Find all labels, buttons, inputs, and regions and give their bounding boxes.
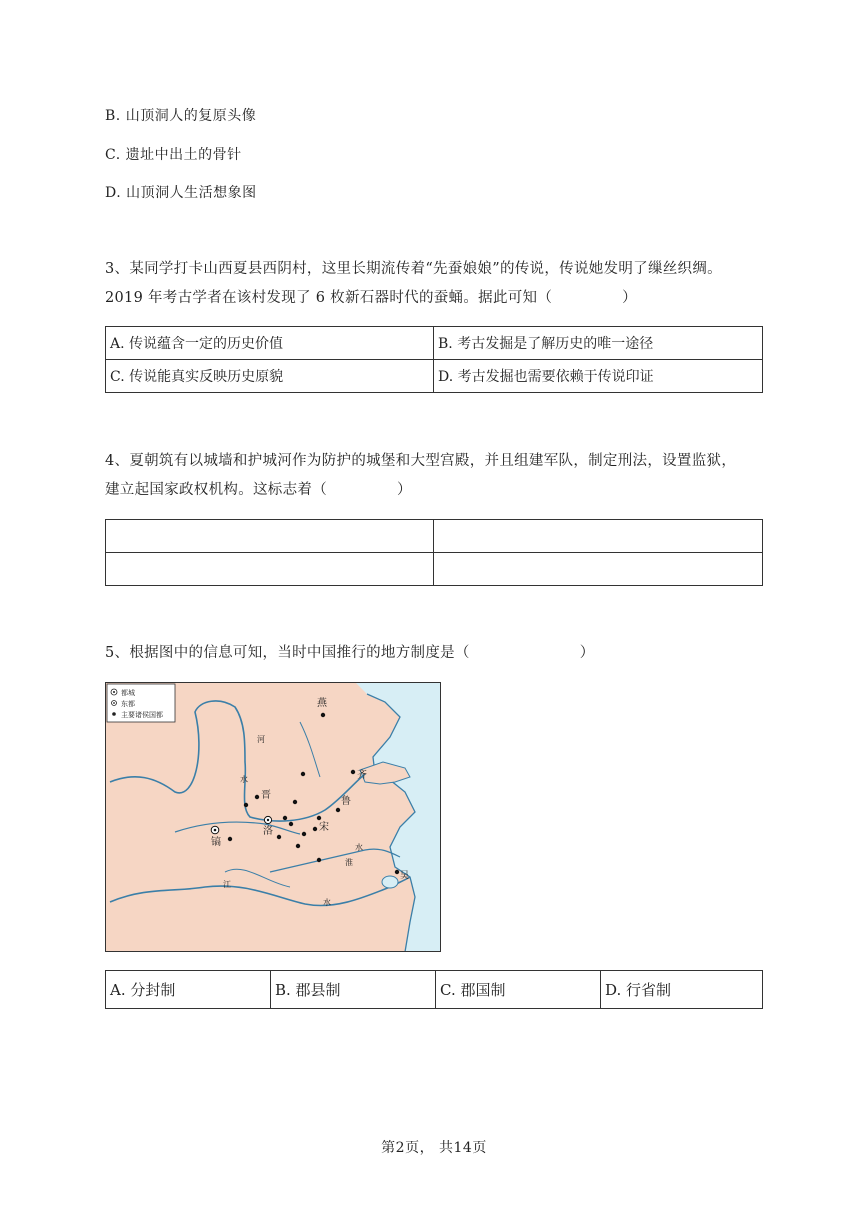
q4-stem-line2-text: 建立起国家政权机构。这标志着（ — [105, 482, 327, 498]
q3-option-a[interactable]: A. 传说蕴含一定的历史价值 — [106, 327, 434, 360]
q5-close-paren: ） — [579, 645, 595, 661]
lake — [382, 876, 398, 888]
label-jin: 晋 — [261, 790, 271, 801]
vassal-dot — [302, 832, 306, 836]
q4-stem — [105, 447, 765, 505]
q5-option-a[interactable]: A. 分封制 — [106, 971, 271, 1009]
western-zhou-map — [105, 682, 441, 952]
q3-options-table — [105, 326, 763, 393]
q4-option-b-empty[interactable] — [434, 520, 763, 553]
vassal-dot — [313, 827, 317, 831]
q4-option-a-empty[interactable] — [106, 520, 434, 553]
q2-option-b: B. 山顶洞人的复原头像 — [105, 108, 257, 124]
label-song: 宋 — [319, 822, 329, 833]
label-hao: 镐 — [211, 837, 221, 848]
luo-capital-icon-dot — [267, 819, 269, 821]
legend-capital-label: 都城 — [121, 689, 135, 697]
legend-eastern-capital-icon-dot — [113, 702, 115, 704]
vassal-dot — [395, 870, 399, 874]
q2-option-c: C. 遗址中出土的骨针 — [105, 147, 242, 163]
vassal-dot — [293, 800, 297, 804]
label-shui-1: 水 — [240, 775, 248, 784]
vassal-dot — [289, 822, 293, 826]
legend-vassal-label: 主要诸侯国都 — [121, 711, 163, 719]
q5-option-c[interactable]: C. 郡国制 — [436, 971, 601, 1009]
vassal-dot — [277, 835, 281, 839]
label-luo: 洛 — [263, 826, 273, 837]
vassal-dot — [317, 816, 321, 820]
q5-option-d[interactable]: D. 行省制 — [601, 971, 763, 1009]
vassal-dot — [228, 837, 232, 841]
q4-close-paren: ） — [397, 482, 412, 498]
label-shui-3: 水 — [323, 898, 331, 907]
q4-option-d-empty[interactable] — [434, 553, 763, 586]
q5-option-b[interactable]: B. 郡县制 — [271, 971, 436, 1009]
vassal-dot — [336, 808, 340, 812]
label-lu: 鲁 — [341, 796, 351, 807]
legend-capital-icon-dot — [113, 691, 115, 693]
q5-stem-line1 — [105, 639, 765, 668]
label-huai: 淮 — [345, 858, 353, 867]
vassal-dot — [351, 770, 355, 774]
q3-option-b[interactable]: B. 考古发掘是了解历史的唯一途径 — [434, 327, 763, 360]
label-qi: 齐 — [357, 770, 367, 781]
q5-options-table — [105, 970, 763, 1009]
legend-eastern-capital-label: 东都 — [121, 700, 135, 708]
page-number-footer: 第2页， 共14页 — [381, 1140, 487, 1156]
vassal-dot — [296, 844, 300, 848]
label-yan: 燕 — [317, 698, 327, 709]
vassal-dot — [283, 816, 287, 820]
label-shui-2: 水 — [355, 843, 363, 852]
q3-option-d[interactable]: D. 考古发掘也需要依赖于传说印证 — [434, 360, 763, 393]
q3-stem — [105, 255, 765, 313]
q3-stem-line1: 3、某同学打卡山西夏县西阴村，这里长期流传着“先蚕娘娘”的传说，传说她发明了缫丝织绸。 — [105, 261, 722, 277]
vassal-dot — [321, 713, 325, 717]
label-jiang: 江 — [223, 880, 231, 889]
q4-stem-line1: 4、夏朝筑有以城墙和护城河作为防护的城堡和大型宫殿，并且组建军队，制定刑法，设置监狱， — [105, 453, 737, 469]
q2-option-d: D. 山顶洞人生活想象图 — [105, 185, 257, 201]
hao-capital-icon-dot — [214, 829, 217, 832]
map-land — [105, 682, 441, 952]
q3-close-paren: ） — [622, 290, 637, 306]
legend-vassal-icon — [112, 712, 116, 716]
q4-option-c-empty[interactable] — [106, 553, 434, 586]
q5-stem-text: 5、根据图中的信息可知，当时中国推行的地方制度是（ — [105, 645, 470, 661]
q3-stem-line2-text: 2019 年考古学者在该村发现了 6 枚新石器时代的蚕蛹。据此可知（ — [105, 290, 553, 306]
q3-stem-line2 — [105, 284, 765, 313]
vassal-dot — [255, 795, 259, 799]
vassal-dot — [301, 772, 305, 776]
q3-option-c[interactable]: C. 传说能真实反映历史原貌 — [106, 360, 434, 393]
q5-stem — [105, 639, 765, 668]
label-he: 河 — [257, 735, 265, 744]
q4-stem-line2 — [105, 476, 765, 505]
label-wu: 吴 — [400, 871, 410, 881]
q4-options-table — [105, 519, 763, 586]
vassal-dot — [244, 803, 248, 807]
vassal-dot — [317, 858, 321, 862]
